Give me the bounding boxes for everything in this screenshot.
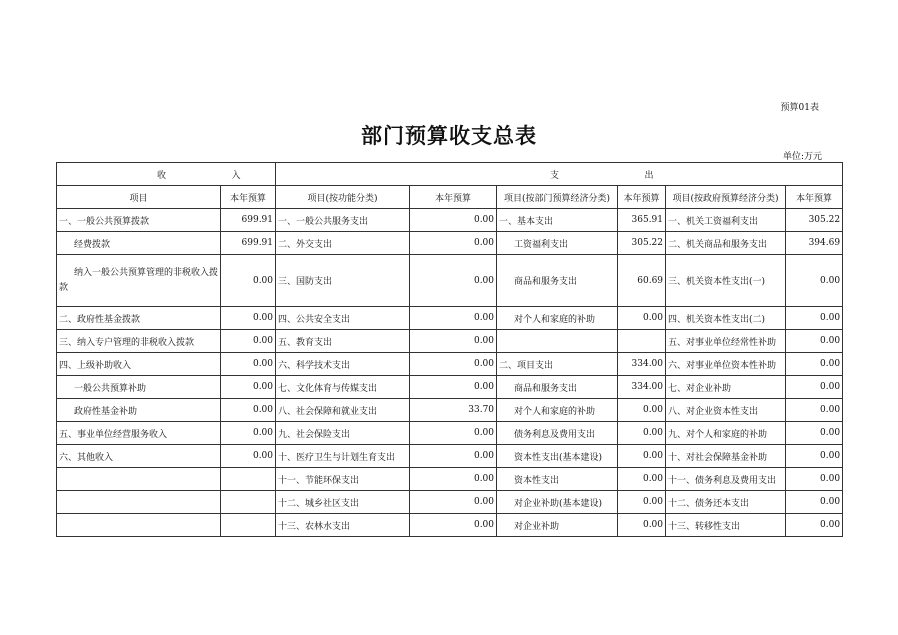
income-section-header: 收 入 <box>57 163 276 186</box>
table-row <box>57 445 843 468</box>
table-row <box>57 255 843 307</box>
income-amount: 0.00 <box>221 445 276 468</box>
department-economic-item: 资本性支出 <box>497 468 618 491</box>
functional-amount: 0.00 <box>410 468 497 491</box>
department-economic-amount: 334.00 <box>618 376 666 399</box>
department-economic-item: 商品和服务支出 <box>497 255 618 307</box>
income-amount: 0.00 <box>221 307 276 330</box>
functional-item: 十三、农林水支出 <box>276 514 410 537</box>
column-header: 本年预算 <box>410 186 497 209</box>
department-economic-item: 资本性支出(基本建设) <box>497 445 618 468</box>
department-economic-item: 商品和服务支出 <box>497 376 618 399</box>
department-economic-amount: 0.00 <box>618 514 666 537</box>
government-economic-item: 五、对事业单位经常性补助 <box>666 330 786 353</box>
functional-amount: 33.70 <box>410 399 497 422</box>
department-economic-item: 工资福利支出 <box>497 232 618 255</box>
department-economic-amount: 60.69 <box>618 255 666 307</box>
table-row <box>57 232 843 255</box>
government-economic-item: 八、对企业资本性支出 <box>666 399 786 422</box>
functional-amount: 0.00 <box>410 422 497 445</box>
table-row <box>57 514 843 537</box>
functional-amount: 0.00 <box>410 445 497 468</box>
department-economic-item: 债务利息及费用支出 <box>497 422 618 445</box>
functional-amount: 0.00 <box>410 376 497 399</box>
functional-amount: 0.00 <box>410 491 497 514</box>
income-amount <box>221 468 276 491</box>
column-header: 项目(按政府预算经济分类) <box>666 186 786 209</box>
income-item: 四、上级补助收入 <box>57 353 221 376</box>
functional-item: 七、文化体育与传媒支出 <box>276 376 410 399</box>
table-row <box>57 468 843 491</box>
functional-item: 八、社会保障和就业支出 <box>276 399 410 422</box>
column-header-row <box>57 186 843 209</box>
government-economic-amount: 0.00 <box>786 376 843 399</box>
functional-item: 六、科学技术支出 <box>276 353 410 376</box>
income-item: 政府性基金补助 <box>57 399 221 422</box>
income-item: 二、政府性基金拨款 <box>57 307 221 330</box>
government-economic-amount: 394.69 <box>786 232 843 255</box>
department-economic-item: 对个人和家庭的补助 <box>497 307 618 330</box>
income-amount: 0.00 <box>221 255 276 307</box>
table-row <box>57 376 843 399</box>
government-economic-item: 七、对企业补助 <box>666 376 786 399</box>
government-economic-item: 二、机关商品和服务支出 <box>666 232 786 255</box>
functional-item: 九、社会保险支出 <box>276 422 410 445</box>
section-header-row <box>57 163 843 186</box>
department-economic-item: 对企业补助 <box>497 514 618 537</box>
income-amount <box>221 514 276 537</box>
income-amount: 0.00 <box>221 353 276 376</box>
functional-item: 一、一般公共服务支出 <box>276 209 410 232</box>
department-economic-amount: 0.00 <box>618 491 666 514</box>
functional-item: 二、外交支出 <box>276 232 410 255</box>
functional-amount: 0.00 <box>410 255 497 307</box>
department-economic-amount: 0.00 <box>618 422 666 445</box>
income-item: 纳入一般公共预算管理的非税收入拨款 <box>57 255 221 307</box>
column-header: 项目 <box>57 186 221 209</box>
column-header: 本年预算 <box>221 186 276 209</box>
department-economic-amount: 0.00 <box>618 445 666 468</box>
government-economic-item: 一、机关工资福利支出 <box>666 209 786 232</box>
functional-amount: 0.00 <box>410 209 497 232</box>
government-economic-item: 九、对个人和家庭的补助 <box>666 422 786 445</box>
column-header: 项目(按功能分类) <box>276 186 410 209</box>
government-economic-amount: 0.00 <box>786 353 843 376</box>
department-economic-item: 一、基本支出 <box>497 209 618 232</box>
income-item: 一般公共预算补助 <box>57 376 221 399</box>
income-item <box>57 514 221 537</box>
government-economic-amount: 0.00 <box>786 330 843 353</box>
income-item: 五、事业单位经营服务收入 <box>57 422 221 445</box>
column-header: 本年预算 <box>618 186 666 209</box>
functional-amount: 0.00 <box>410 353 497 376</box>
functional-item: 三、国防支出 <box>276 255 410 307</box>
department-economic-amount: 305.22 <box>618 232 666 255</box>
government-economic-item: 十、对社会保障基金补助 <box>666 445 786 468</box>
functional-item: 四、公共安全支出 <box>276 307 410 330</box>
income-item: 六、其他收入 <box>57 445 221 468</box>
functional-amount: 0.00 <box>410 232 497 255</box>
functional-item: 十二、城乡社区支出 <box>276 491 410 514</box>
income-item: 三、纳入专户管理的非税收入拨款 <box>57 330 221 353</box>
expense-section-header: 支 出 <box>276 163 843 186</box>
income-amount: 0.00 <box>221 376 276 399</box>
government-economic-item: 六、对事业单位资本性补助 <box>666 353 786 376</box>
functional-amount: 0.00 <box>410 307 497 330</box>
column-header: 项目(按部门预算经济分类) <box>497 186 618 209</box>
department-economic-item: 对个人和家庭的补助 <box>497 399 618 422</box>
table-row <box>57 330 843 353</box>
government-economic-amount: 0.00 <box>786 514 843 537</box>
income-amount: 699.91 <box>221 232 276 255</box>
table-row <box>57 399 843 422</box>
department-economic-amount: 0.00 <box>618 307 666 330</box>
government-economic-amount: 0.00 <box>786 307 843 330</box>
functional-item: 十一、节能环保支出 <box>276 468 410 491</box>
department-economic-amount: 365.91 <box>618 209 666 232</box>
income-amount: 0.00 <box>221 399 276 422</box>
government-economic-amount: 0.00 <box>786 468 843 491</box>
income-amount: 0.00 <box>221 422 276 445</box>
functional-item: 十、医疗卫生与计划生育支出 <box>276 445 410 468</box>
table-row <box>57 307 843 330</box>
unit-label: 单位:万元 <box>782 152 822 162</box>
department-economic-amount: 0.00 <box>618 468 666 491</box>
income-item <box>57 491 221 514</box>
department-economic-item: 二、项目支出 <box>497 353 618 376</box>
department-economic-item <box>497 330 618 353</box>
government-economic-amount: 0.00 <box>786 445 843 468</box>
government-economic-amount: 0.00 <box>786 399 843 422</box>
government-economic-amount: 0.00 <box>786 422 843 445</box>
government-economic-amount: 0.00 <box>786 491 843 514</box>
department-economic-amount <box>618 330 666 353</box>
table-row <box>57 491 843 514</box>
page-title: 部门预算收支总表 <box>361 123 537 148</box>
income-item: 一、一般公共预算拨款 <box>57 209 221 232</box>
income-amount <box>221 491 276 514</box>
table-row <box>57 422 843 445</box>
government-economic-item: 四、机关资本性支出(二) <box>666 307 786 330</box>
government-economic-amount: 305.22 <box>786 209 843 232</box>
income-amount: 699.91 <box>221 209 276 232</box>
income-item <box>57 468 221 491</box>
functional-amount: 0.00 <box>410 514 497 537</box>
functional-item: 五、教育支出 <box>276 330 410 353</box>
department-economic-item: 对企业补助(基本建设) <box>497 491 618 514</box>
government-economic-item: 十三、转移性支出 <box>666 514 786 537</box>
income-item: 经费拨款 <box>57 232 221 255</box>
income-amount: 0.00 <box>221 330 276 353</box>
government-economic-item: 三、机关资本性支出(一) <box>666 255 786 307</box>
department-economic-amount: 0.00 <box>618 399 666 422</box>
functional-amount: 0.00 <box>410 330 497 353</box>
department-economic-amount: 334.00 <box>618 353 666 376</box>
government-economic-item: 十二、债务还本支出 <box>666 491 786 514</box>
table-row <box>57 353 843 376</box>
form-number: 预算01表 <box>780 103 819 113</box>
budget-summary-table <box>56 162 843 537</box>
table-row <box>57 209 843 232</box>
column-header: 本年预算 <box>786 186 843 209</box>
government-economic-amount: 0.00 <box>786 255 843 307</box>
government-economic-item: 十一、债务利息及费用支出 <box>666 468 786 491</box>
